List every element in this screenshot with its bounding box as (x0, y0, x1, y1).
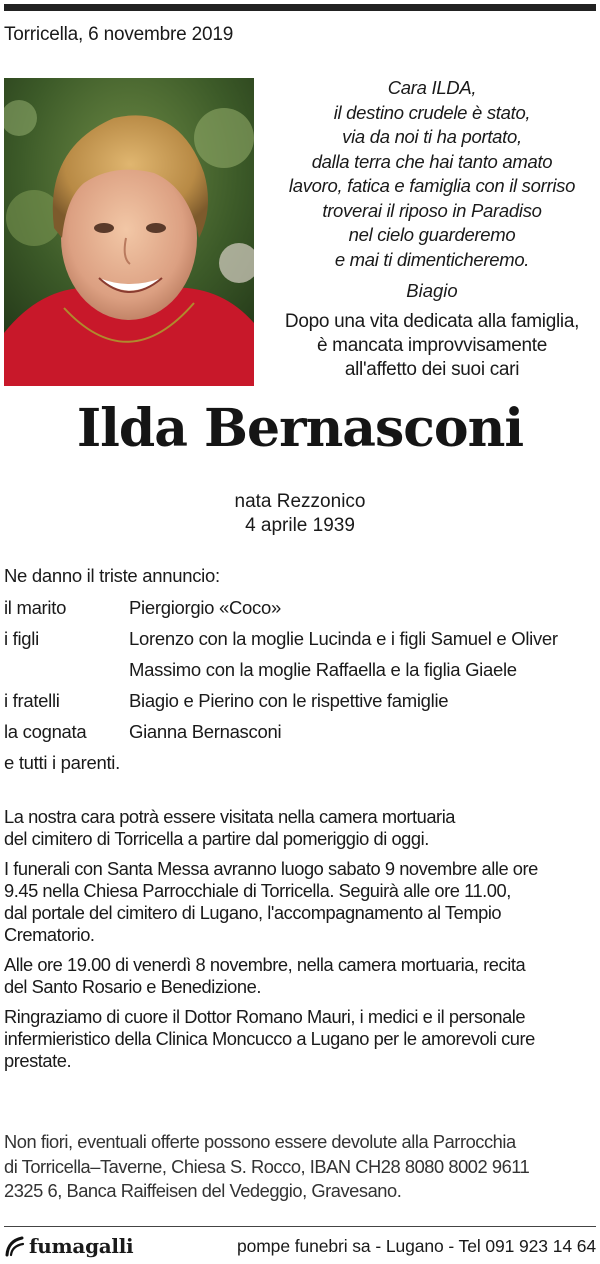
details-line: La nostra cara potrà essere visitata nella camera mortuaria (4, 806, 456, 827)
intro-text (268, 310, 596, 382)
portrait-photo (4, 78, 254, 386)
relatives-closing: e tutti i parenti. (4, 752, 120, 773)
footer (4, 1232, 596, 1260)
family-row (4, 720, 596, 751)
birth-info (0, 490, 600, 538)
portrait-illustration (4, 78, 254, 386)
intro-line: Dopo una vita dedicata alla famiglia, (284, 311, 580, 332)
birth-date: 4 aprile 1939 (245, 515, 355, 536)
family-role: i figli (4, 628, 39, 649)
top-rule (4, 4, 596, 11)
funeral-paragraph (4, 858, 598, 946)
donations-line: Non fiori, eventuali offerte possono essere devolute alla Parrocchia (4, 1131, 516, 1152)
details-line: infermieristico della Clinica Moncucco a Lugano per le amorevoli cure (4, 1028, 535, 1049)
details-line: del Santo Rosario e Benedizione. (4, 976, 261, 997)
family-row (4, 596, 596, 627)
contact-info: pompe funebri sa - Lugano - Tel 091 923 14 64 (236, 1235, 596, 1256)
poem-line: e mai ti dimenticheremo. (334, 248, 530, 270)
family-role: il marito (4, 597, 67, 618)
maiden-name: nata Rezzonico (234, 491, 366, 512)
family-names: Gianna Bernasconi (129, 721, 282, 742)
family-list (4, 596, 596, 751)
poem-line: Cara ILDA, (387, 77, 477, 98)
poem-line: dalla terra che hai tanto amato (311, 150, 553, 172)
poem-line: lavoro, fatica e famiglia con il sorriso (288, 175, 576, 196)
poem-signature: Biagio (406, 280, 458, 301)
deceased-name: Ilda Bernasconi (76, 398, 524, 459)
poem-line: troverai il riposo in Paradiso (322, 199, 542, 221)
fumagalli-logo-icon (4, 1235, 26, 1257)
brand-name: fumagalli (29, 1234, 134, 1258)
details-line: 9.45 nella Chiesa Parrocchiale di Torricella. Seguirà alle ore 11.00, (4, 880, 511, 901)
family-role (4, 658, 129, 689)
dateline: Torricella, 6 novembre 2019 (4, 24, 234, 45)
visitation-paragraph (4, 806, 598, 850)
family-row (4, 658, 596, 689)
donations-line: 2325 6, Banca Raiffeisen del Vedeggio, Gravesano. (4, 1180, 402, 1201)
footer-rule (4, 1226, 596, 1227)
details-line: Ringraziamo di cuore il Dottor Romano Mauri, i medici e il personale (4, 1006, 526, 1027)
details-line: del cimitero di Torricella a partire dal pomeriggio di oggi. (4, 828, 429, 849)
details-line: prestate. (4, 1050, 72, 1071)
details-line: I funerali con Santa Messa avranno luogo sabato 9 novembre alle ore (4, 858, 538, 879)
thanks-paragraph (4, 1006, 598, 1072)
poem (268, 76, 596, 272)
details-text (4, 806, 598, 1080)
intro-line: all'affetto dei suoi cari (344, 359, 520, 380)
donations-text (4, 1130, 598, 1204)
family-names: Massimo con la moglie Raffaella e la figlia Giaele (129, 659, 517, 680)
family-names: Biagio e Pierino con le rispettive famiglie (129, 690, 449, 711)
family-names: Lorenzo con la moglie Lucinda e i figli Samuel e Oliver (129, 628, 558, 649)
family-names: Piergiorgio «Coco» (129, 597, 281, 618)
donations-line: di Torricella–Taverne, Chiesa S. Rocco, IBAN CH28 8080 8002 9611 (4, 1155, 530, 1177)
details-line: Crematorio. (4, 924, 95, 945)
family-row (4, 689, 596, 720)
announcement-heading: Ne danno il triste annuncio: (4, 565, 220, 586)
poem-line: nel cielo guarderemo (348, 224, 516, 245)
details-line: Alle ore 19.00 di venerdì 8 novembre, nella camera mortuaria, recita (4, 954, 526, 975)
family-row (4, 627, 596, 658)
family-role: i fratelli (4, 690, 60, 711)
poem-line: via da noi ti ha portato, (342, 126, 522, 147)
poem-line: il destino crudele è stato, (333, 101, 531, 123)
intro-line: è mancata improvvisamente (316, 335, 548, 356)
rosary-paragraph (4, 954, 598, 998)
details-line: dal portale del cimitero di Lugano, l'accompagnamento al Tempio (4, 902, 502, 923)
family-role: la cognata (4, 721, 87, 742)
